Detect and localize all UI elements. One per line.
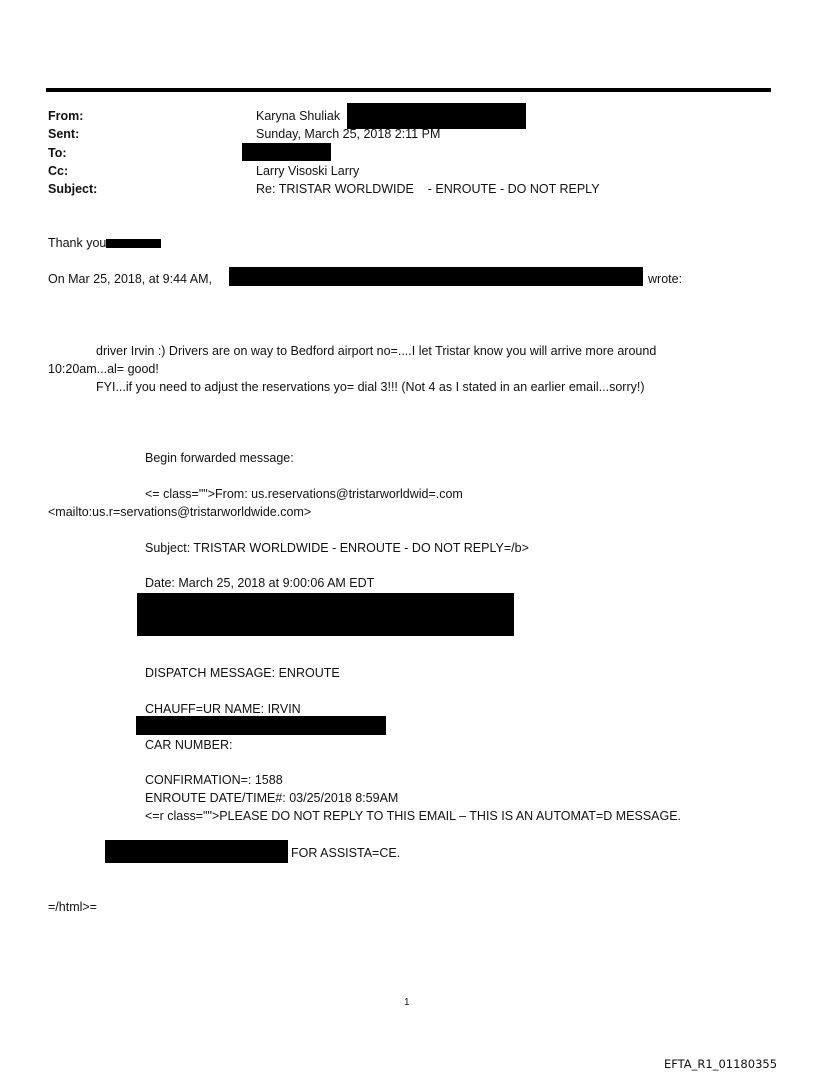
do-not-reply-text: <=r class="">PLEASE DO NOT REPLY TO THIS EMAIL – THIS IS AN AUTOMAT=D MESSAGE. (145, 809, 682, 823)
page-number: 1 (404, 997, 410, 1008)
forwarded-subject: Subject: TRISTAR WORLDWIDE - ENROUTE - DO NOT REPLY=/b> (145, 541, 529, 555)
confirmation-number: CONFIRMATION=: 1588 (145, 773, 283, 787)
redaction-chauffeur-details (136, 716, 386, 735)
redaction-sender (229, 267, 643, 286)
subject-value: Re: TRISTAR WORLDWIDE - ENROUTE - DO NOT REPLY (256, 182, 600, 196)
reply-attribution: On Mar 25, 2018, at 9:44 AM, (48, 272, 212, 286)
paragraph-1-line-1: driver Irvin :) Drivers are on way to Bedford airport no=....I let Tristar know you will arrive more around (96, 344, 657, 358)
cc-value: Larry Visoski Larry (256, 164, 360, 178)
from-label: From: (48, 109, 84, 123)
sent-label: Sent: (48, 127, 80, 141)
thank-you-text: Thank you (48, 236, 107, 250)
chauffeur-name: CHAUFF=UR NAME: IRVIN (145, 702, 301, 716)
begin-forwarded-text: Begin forwarded message: (145, 451, 294, 465)
forwarded-from-line-2: <mailto:us.r=servations@tristarworldwide.com> (48, 505, 312, 519)
redaction-thank-you-name (106, 239, 161, 248)
forwarded-date: Date: March 25, 2018 at 9:00:06 AM EDT (145, 576, 375, 590)
sent-value: Sunday, March 25, 2018 2:11 PM (256, 127, 441, 141)
paragraph-1-line-2: 10:20am...al= good! (48, 362, 159, 376)
enroute-datetime: ENROUTE DATE/TIME#: 03/25/2018 8:59AM (145, 791, 399, 805)
paragraph-2: FYI...if you need to adjust the reservations yo= dial 3!!! (Not 4 as I stated in an earlier email...sorry!) (96, 380, 645, 394)
wrote-text: wrote: (648, 272, 683, 286)
car-number: CAR NUMBER: (145, 738, 233, 752)
forwarded-from-line-1: <= class="">From: us.reservations@tristarworldwid=.com (145, 487, 463, 501)
document-id: EFTA_R1_01180355 (664, 1057, 778, 1071)
redaction-forwarded-to (137, 593, 514, 636)
for-assistance-text: FOR ASSISTA=CE. (291, 846, 401, 860)
subject-label: Subject: (48, 182, 98, 196)
from-value: Karyna Shuliak (256, 109, 341, 123)
cc-label: Cc: (48, 164, 69, 178)
header-rule (46, 88, 771, 92)
dispatch-message: DISPATCH MESSAGE: ENROUTE (145, 666, 340, 680)
html-end-text: =/html>= (48, 900, 97, 914)
redaction-to (242, 143, 331, 161)
redaction-assistance-contact (105, 840, 288, 863)
redaction-from-email (347, 103, 526, 129)
to-label: To: (48, 146, 67, 160)
